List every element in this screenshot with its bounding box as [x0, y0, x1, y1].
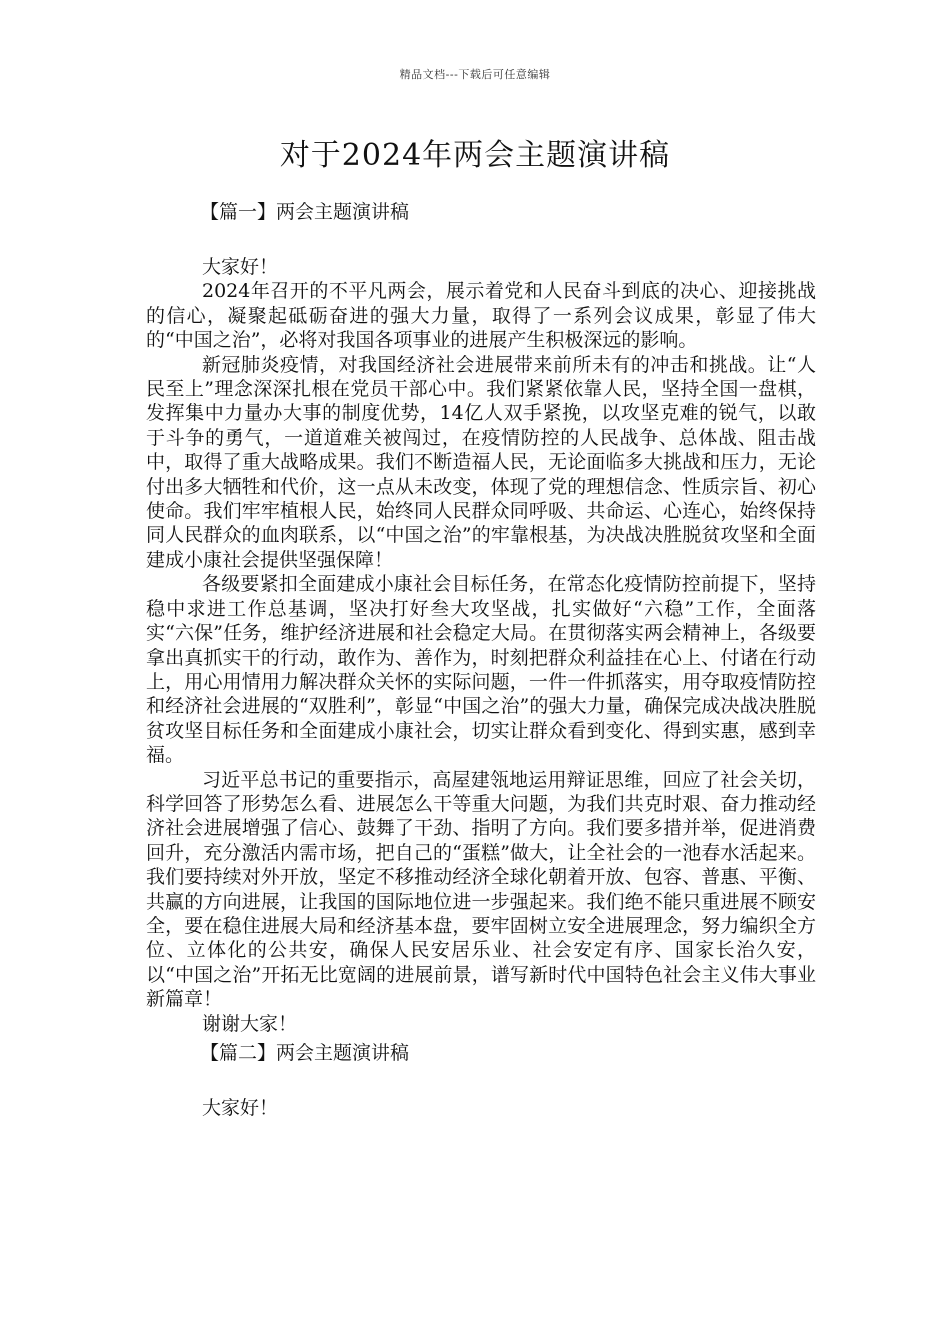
paragraph-4: 习近平总书记的重要指示，高屋建瓴地运用辩证思维，回应了社会关切，科学回答了形势怎么看、进展怎么干等重大问题，为我们共克时艰、奋力推动经济社会进展增强了信心、鼓舞了干劲、指明了方向。我们要多措并举，促进消费回升，充分激活内需市场，把自己的“蛋糕”做大，让全社会的一池春水活起来。我们要持续对外开放，坚定不移推动经济全球化朝着开放、包容、普惠、平衡、共赢的方向进展，让我国的国际地位进一步强起来。我们绝不能只重进展不顾安全，要在稳住进展大局和经济基本盘，要牢固树立安全进展理念，努力编织全方位、立体化的公共安，确保人民安居乐业、社会安定有序、国家长治久安，以“中国之治”开拓无比宽阔的进展前景，谱写新时代中国特色社会主义伟大事业新篇章！ — [146, 768, 816, 1011]
greeting-1: 大家好！ — [202, 256, 279, 278]
document-title: 对于2024年两会主题演讲稿 — [279, 138, 671, 173]
section-heading-1: 【篇一】两会主题演讲稿 — [200, 201, 410, 223]
section-heading-2: 【篇二】两会主题演讲稿 — [200, 1042, 410, 1064]
header-note: 精品文档---下载后可任意编辑 — [399, 68, 551, 81]
paragraph-2: 新冠肺炎疫情，对我国经济社会进展带来前所未有的冲击和挑战。让“人民至上”理念深深扎根在党员干部心中。我们紧紧依靠人民，坚持全国一盘棋，发挥集中力量办大事的制度优势，14亿人双手紧挽，以攻坚克难的锐气，以敢于斗争的勇气，一道道难关被闯过，在疫情防控的人民战争、总体战、阻击战中，取得了重大战略成果。我们不断造福人民，无论面临多大挑战和压力，无论付出多大牺牲和代价，这一点从未改变，体现了党的理想信念、性质宗旨、初心使命。我们牢牢植根人民，始终同人民群众同呼吸、共命运、心连心，始终保持同人民群众的血肉联系，以“中国之治”的牢靠根基，为决战决胜脱贫攻坚和全面建成小康社会提供坚强保障！ — [146, 353, 816, 571]
document-body — [146, 195, 816, 1120]
greeting-2: 大家好！ — [202, 1097, 279, 1119]
closing-1: 谢谢大家！ — [202, 1012, 298, 1035]
paragraph-1: 2024年召开的不平凡两会，展示着党和人民奋斗到底的决心、迎接挑战的信心，凝聚起砥砺奋进的强大力量，取得了一系列会议成果，彰显了伟大的“中国之治”，必将对我国各项事业的进展产生积极深远的影响。 — [146, 280, 816, 352]
section-spacer — [146, 1070, 816, 1096]
paragraph-3: 各级要紧扣全面建成小康社会目标任务，在常态化疫情防控前提下，坚持稳中求进工作总基调，坚决打好叁大攻坚战，扎实做好“六稳”工作，全面落实“六保”任务，维护经济进展和社会稳定大局。在贯彻落实两会精神上，各级要拿出真抓实干的行动，敢作为、善作为，时刻把群众利益挂在心上、付诸在行动上，用心用情用力解决群众关怀的实际问题，一件一件抓落实，用夺取疫情防控和经济社会进展的“双胜利”，彰显“中国之治”的强大力量，确保完成决战决胜脱贫攻坚目标任务和全面建成小康社会，切实让群众看到变化、得到实惠，感到幸福。 — [146, 573, 816, 767]
section-spacer — [146, 229, 816, 255]
